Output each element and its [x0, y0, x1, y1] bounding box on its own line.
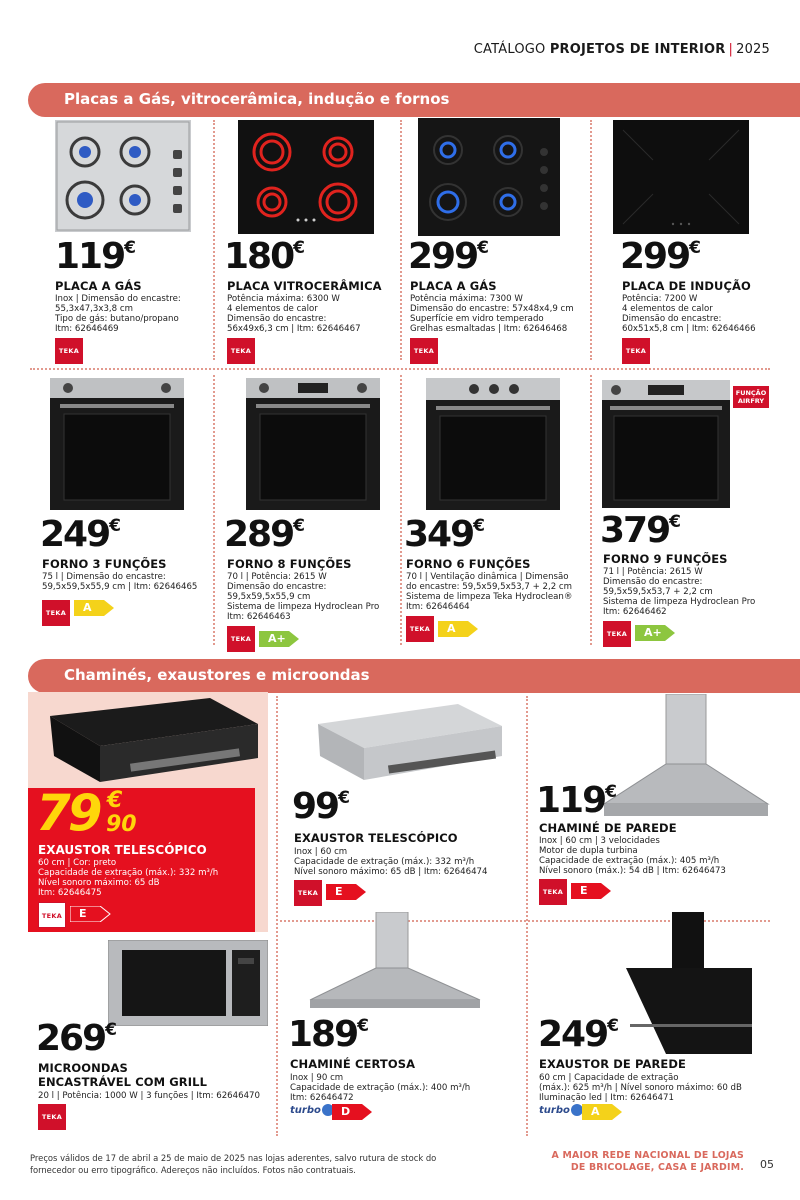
product-name-p8: FORNO 9 FUNÇÕES	[603, 552, 728, 566]
price-p8: 379€	[600, 510, 681, 551]
product-desc-p1: Inox | Dimensão do encastre: 55,3x47,3x3,8 cm Tipo de gás: butano/propano Itm: 62646469	[55, 294, 181, 334]
price-p1: 119€	[55, 236, 136, 277]
divider	[30, 368, 770, 370]
product-desc-p13: Inox | 90 cm Capacidade de extração (máx.): 400 m³/h Itm: 62646472	[290, 1073, 471, 1103]
divider	[526, 696, 528, 1136]
product-desc-p4: Potência: 7200 W 4 elementos de calor Dimensão do encastre: 60x51x5,8 cm | Itm: 62646466	[622, 294, 756, 334]
page-number: 05	[760, 1158, 774, 1171]
energy-label-p5: A	[74, 600, 116, 616]
product-name-p13: CHAMINÉ CERTOSA	[290, 1057, 416, 1071]
product-name-p6: FORNO 8 FUNÇÕES	[227, 557, 352, 571]
ceramic-hob-image	[238, 120, 374, 238]
product-name-p3: PLACA A GÁS	[410, 279, 497, 293]
teka-logo: TEKA	[294, 880, 322, 906]
product-name-p9: EXAUSTOR TELESCÓPICO	[38, 843, 207, 857]
section-band-hoods	[28, 659, 800, 693]
teka-logo: TEKA	[227, 626, 255, 652]
price-p11: 119€	[536, 780, 617, 821]
teka-logo: TEKA	[38, 1104, 66, 1130]
divider	[213, 120, 215, 360]
section-band-hobs	[28, 83, 800, 117]
header-prefix: CATÁLOGO	[473, 42, 546, 57]
energy-label-p9: E	[70, 906, 112, 922]
turbo-logo: turbo	[539, 1104, 583, 1116]
airfry-badge: FUNÇÃO AIRFRY	[733, 386, 769, 408]
teka-logo: TEKA	[227, 338, 255, 364]
divider	[590, 375, 592, 645]
turbo-logo: turbo	[290, 1104, 334, 1116]
telescopic-hood-black-image	[40, 696, 260, 788]
energy-label-p8: A+	[635, 625, 677, 641]
price-p14: 249€	[538, 1014, 619, 1055]
price-p3: 299€	[408, 236, 489, 277]
price-p5: 249€	[40, 514, 121, 555]
product-name-p14: EXAUSTOR DE PAREDE	[539, 1057, 686, 1071]
product-name-p2: PLACA VITROCERÂMICA	[227, 279, 382, 293]
product-desc-p12: 20 l | Potência: 1000 W | 3 funções | Itm: 62646470	[38, 1091, 260, 1101]
energy-label-p7: A	[438, 621, 480, 637]
product-name-p5: FORNO 3 FUNÇÕES	[42, 557, 167, 571]
energy-label-p6: A+	[259, 631, 301, 647]
divider	[590, 120, 592, 360]
legal-footer: Preços válidos de 17 de abril a 25 de maio de 2025 nas lojas aderentes, salvo rutura de stock do fornecedor ou erro tipográfico. Adereços não incluídos. Fotos não contratuais.	[30, 1153, 437, 1175]
microwave-image	[108, 940, 268, 1030]
gas-glass-hob-image	[418, 118, 560, 240]
oven-image-p8	[602, 380, 730, 512]
promo-price: 79 € 90	[36, 784, 137, 842]
induction-hob-image	[613, 120, 749, 238]
product-name-p11: CHAMINÉ DE PAREDE	[539, 821, 677, 835]
section-title-hobs: Placas a Gás, vitrocerâmica, indução e fornos	[64, 90, 450, 108]
energy-label-p14: A	[582, 1104, 624, 1120]
product-desc-p10: Inox | 60 cm Capacidade de extração (máx.): 332 m³/h Nível sonoro máximo: 65 dB | Itm: 62646474	[294, 847, 488, 877]
product-desc-p3: Potência máxima: 7300 W Dimensão do encastre: 57x48x4,9 cm Superfície em vidro temperado Grelhas esmaltadas | Itm: 62646468	[410, 294, 574, 334]
oven-image-p6	[246, 378, 380, 514]
slogan: A MAIOR REDE NACIONAL DE LOJAS DE BRICOLAGE, CASA E JARDIM.	[551, 1150, 744, 1173]
price-p12: 269€	[36, 1018, 117, 1059]
product-desc-p14: 60 cm | Capacidade de extração (máx.): 625 m³/h | Nível sonoro máximo: 60 dB Iluminação led | Itm: 62646471	[539, 1073, 742, 1103]
divider	[213, 375, 215, 645]
divider	[276, 696, 278, 1136]
price-p13: 189€	[288, 1014, 369, 1055]
telescopic-hood-inox-image	[308, 702, 504, 786]
gas-hob-image	[55, 120, 191, 236]
product-name-p12: MICROONDAS ENCASTRÁVEL COM GRILL	[38, 1061, 208, 1089]
price-p2: 180€	[224, 236, 305, 277]
teka-logo: TEKA	[539, 879, 567, 905]
product-name-p4: PLACA DE INDUÇÃO	[622, 279, 751, 293]
product-desc-p7: 70 l | Ventilação dinâmica | Dimensão do encastre: 59,5x59,5x53,7 + 2,2 cm Sistema de limpeza Teka Hydroclean® Itm: 62646464	[406, 572, 573, 612]
wall-chimney-image	[596, 694, 772, 824]
teka-logo: TEKA	[55, 338, 83, 364]
product-desc-p2: Potência máxima: 6300 W 4 elementos de calor Dimensão do encastre: 56x49x6,3 cm | Itm: 62646467	[227, 294, 361, 334]
header-separator: |	[728, 42, 734, 57]
energy-label-p11: E	[571, 883, 613, 899]
divider	[400, 120, 402, 360]
price-p4: 299€	[620, 236, 701, 277]
glass-wall-hood-image	[626, 912, 754, 1064]
teka-logo: TEKA	[42, 600, 70, 626]
teka-logo: TEKA	[603, 621, 631, 647]
divider	[400, 375, 402, 645]
header-title: PROJETOS DE INTERIOR	[549, 42, 726, 57]
price-p6: 289€	[224, 514, 305, 555]
price-p10: 99€	[292, 786, 350, 827]
teka-logo: TEKA	[410, 338, 438, 364]
oven-image-p7	[426, 378, 560, 514]
price-p7: 349€	[404, 514, 485, 555]
product-name-p1: PLACA A GÁS	[55, 279, 142, 293]
header-year: 2025	[736, 42, 770, 57]
product-desc-p6: 70 l | Potência: 2615 W Dimensão do encastre: 59,5x59,5x55,9 cm Sistema de limpeza Hydroclean Pro Itm: 62646463	[227, 572, 380, 622]
teka-logo: TEKA	[622, 338, 650, 364]
product-desc-p9: 60 cm | Cor: preto Capacidade de extração (máx.): 332 m³/h Nível sonoro máximo: 65 dB Itm: 62646475	[38, 858, 219, 898]
product-name-p10: EXAUSTOR TELESCÓPICO	[294, 831, 458, 845]
certosa-chimney-image	[306, 912, 484, 1016]
energy-label-p13: D	[332, 1104, 374, 1120]
energy-label-p10: E	[326, 884, 368, 900]
product-desc-p8: 71 l | Potência: 2615 W Dimensão do encastre: 59,5x59,5x53,7 + 2,2 cm Sistema de limpeza Hydroclean Pro Itm: 62646462	[603, 567, 756, 617]
product-desc-p11: Inox | 60 cm | 3 velocidades Motor de dupla turbina Capacidade de extração (máx.): 405 m³/h Nível sonoro (máx.): 54 dB | Itm: 62646473	[539, 836, 726, 876]
teka-logo: TEKA	[38, 902, 66, 928]
teka-logo: TEKA	[406, 616, 434, 642]
catalog-header	[474, 42, 770, 57]
section-title-hoods: Chaminés, exaustores e microondas	[64, 666, 370, 684]
oven-image-p5	[50, 378, 184, 514]
product-name-p7: FORNO 6 FUNÇÕES	[406, 557, 531, 571]
product-desc-p5: 75 l | Dimensão do encastre: 59,5x59,5x55,9 cm | Itm: 62646465	[42, 572, 198, 592]
